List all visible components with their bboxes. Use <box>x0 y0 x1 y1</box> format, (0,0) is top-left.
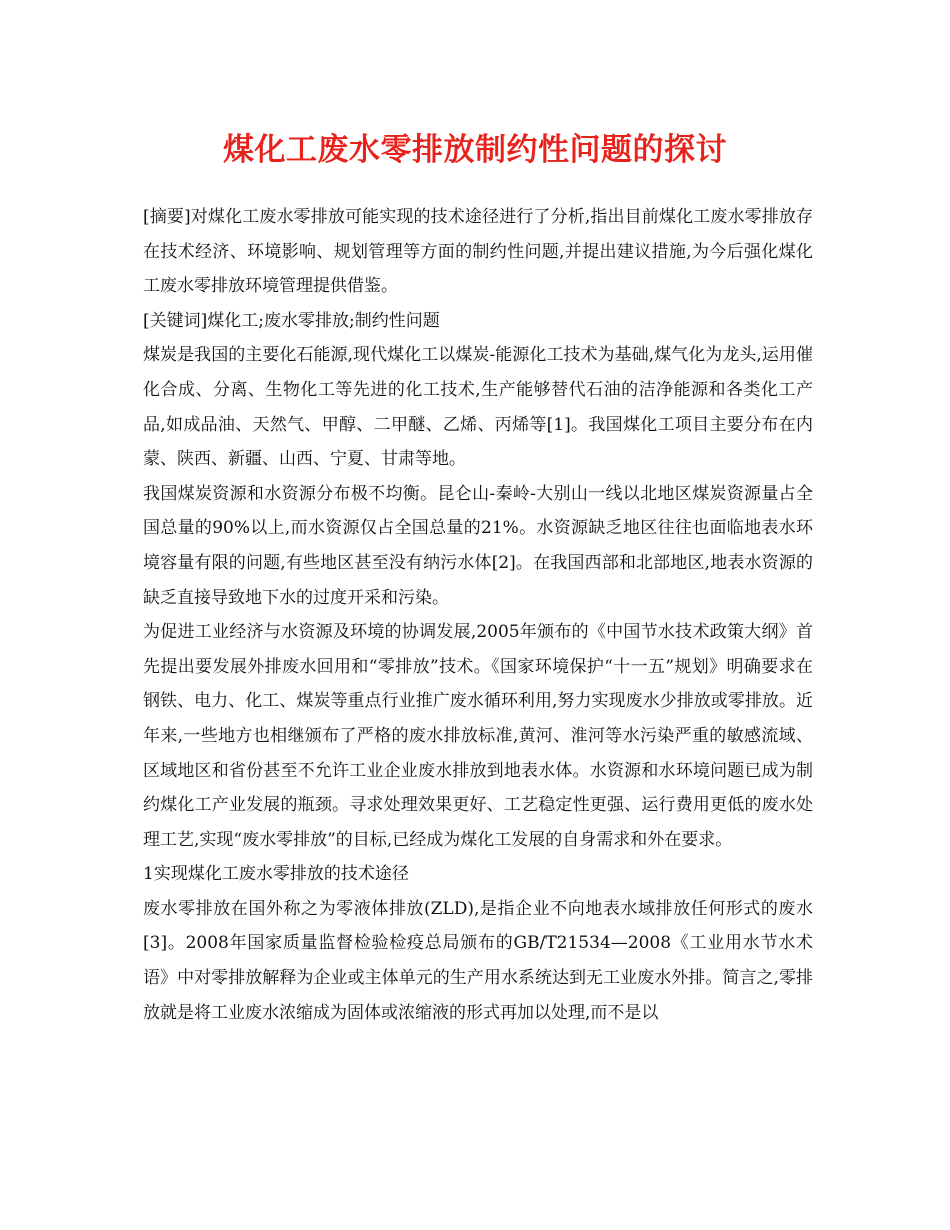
keywords-paragraph: [关键词]煤化工;废水零排放;制约性问题 <box>143 310 440 331</box>
body-paragraph: 我国煤炭资源和水资源分布极不均衡。昆仑山-秦岭-大别山一线以北地区煤炭资源量占全国总量的90%以上,而水资源仅占全国总量的21%。水资源缺乏地区往往也面临地表水环境容量有限的问题,有些地区甚至没有纳污水体[2]。在我国西部和北部地区,地表水资源的缺乏直接导致地下水的过度开采和污染。 <box>143 483 813 608</box>
section-heading: 1实现煤化工废水零排放的技术途径 <box>143 864 409 885</box>
body-paragraph: 废水零排放在国外称之为零液体排放(ZLD),是指企业不向地表水域排放任何形式的废水[3]。2008年国家质量监督检验检疫总局颁布的GB/T21534—2008《工业用水节水术语》中对零排放解释为企业或主体单元的生产用水系统达到无工业废水外排。简言之,零排放就是将工业废水浓缩成为固体或浓缩液的形式再加以处理,而不是以 <box>143 898 813 1023</box>
document-body <box>143 200 813 1030</box>
abstract-paragraph: [摘要]对煤化工废水零排放可能实现的技术途径进行了分析,指出目前煤化工废水零排放存在技术经济、环境影响、规划管理等方面的制约性问题,并提出建议措施,为今后强化煤化工废水零排放环境管理提供借鉴。 <box>143 207 813 297</box>
body-paragraph: 为促进工业经济与水资源及环境的协调发展,2005年颁布的《中国节水技术政策大纲》首先提出要发展外排废水回用和“零排放”技术。《国家环境保护“十一五”规划》明确要求在钢铁、电力、化工、煤炭等重点行业推广废水循环利用,努力实现废水少排放或零排放。近年来,一些地方也相继颁布了严格的废水排放标准,黄河、淮河等水污染严重的敏感流域、区域地区和省份甚至不允许工业企业废水排放到地表水体。水资源和水环境问题已成为制约煤化工产业发展的瓶颈。寻求处理效果更好、工艺稳定性更强、运行费用更低的废水处理工艺,实现“废水零排放”的目标,已经成为煤化工发展的自身需求和外在要求。 <box>143 622 813 850</box>
body-paragraph: 煤炭是我国的主要化石能源,现代煤化工以煤炭-能源化工技术为基础,煤气化为龙头,运用催化合成、分离、生物化工等先进的化工技术,生产能够替代石油的洁净能源和各类化工产品,如成品油、天然气、甲醇、二甲醚、乙烯、丙烯等[1]。我国煤化工项目主要分布在内蒙、陕西、新疆、山西、宁夏、甘肃等地。 <box>143 345 813 470</box>
document-title: 煤化工废水零排放制约性问题的探讨 <box>223 132 727 168</box>
